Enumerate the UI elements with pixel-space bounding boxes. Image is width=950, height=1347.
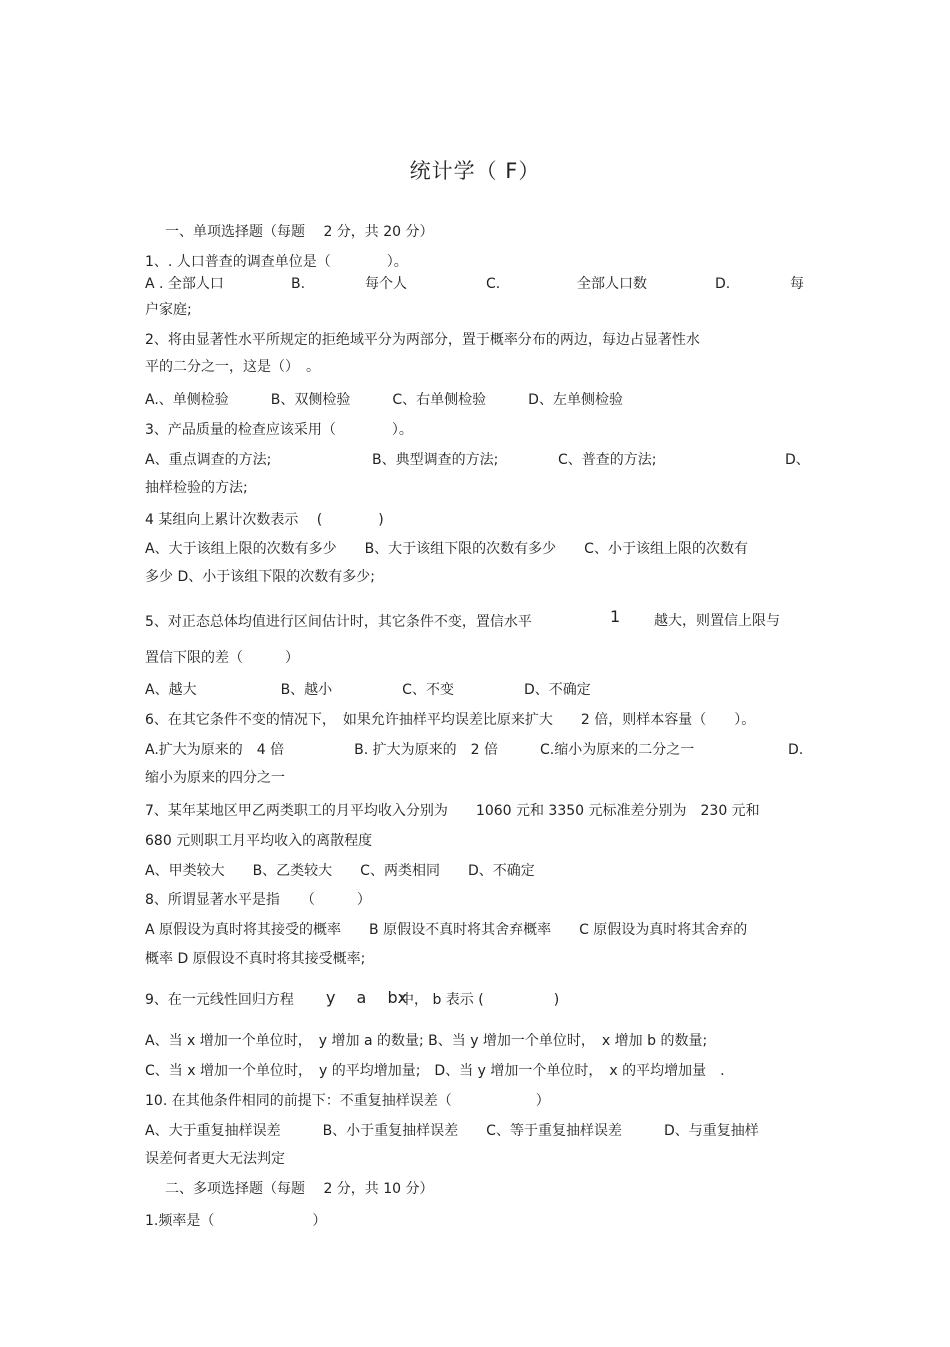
question-1-option-d-label: D.: [715, 276, 731, 292]
question-3-stem: 3、产品质量的检查应该采用（ ）。: [145, 422, 413, 438]
question-10-options-line2: 误差何者更大无法判定: [145, 1151, 285, 1167]
question-3-option-a: A、重点调查的方法;: [145, 452, 272, 468]
question-2-stem-line2: 平的二分之一，这是（） 。: [145, 359, 320, 375]
question-6-stem: 6、在其它条件不变的情况下， 如果允许抽样平均误差比原来扩大 2 倍，则样本容量（ ）。: [145, 712, 756, 728]
question-9-equation: y a bx: [326, 988, 408, 1007]
question-5-stem-right: 越大，则置信上限与: [654, 613, 780, 629]
question-3-option-d-wrap: 抽样检验的方法;: [145, 480, 248, 496]
question-7-stem-line1: 7、某年某地区甲乙两类职工的月平均收入分别为 1060 元和 3350 元标准差分别为 230 元和: [145, 803, 760, 819]
multi-question-1-stem: 1.频率是（ ）: [145, 1213, 327, 1229]
question-3-option-b: B、典型调查的方法;: [372, 452, 499, 468]
question-4-options-line1: A、大于该组上限的次数有多少 B、大于该组下限的次数有多少 C、小于该组上限的次数有: [145, 541, 748, 557]
section-heading-single-choice: 一、单项选择题（每题 2 分，共 20 分）: [165, 224, 434, 240]
question-1-option-a: A . 全部人口: [145, 276, 224, 292]
question-1-option-d-text: 每: [790, 276, 804, 292]
page-title: 统计学（ F）: [409, 159, 541, 183]
question-1-stem: 1、. 人口普查的调查单位是（ ）。: [145, 254, 408, 270]
question-8-options-line1: A 原假设为真时将其接受的概率 B 原假设不真时将其舍弃概率 C 原假设为真时将其舍弃的: [145, 922, 748, 938]
question-3-option-c: C、普查的方法;: [558, 452, 657, 468]
section-heading-multiple-choice: 二、多项选择题（每题 2 分，共 10 分）: [165, 1181, 434, 1197]
question-1-option-d-wrap: 户家庭;: [145, 302, 192, 318]
question-9-stem-right: 中， b 表示 ( ): [400, 992, 560, 1008]
question-8-stem: 8、所谓显著水平是指 （ ）: [145, 892, 371, 908]
question-2-options: A.、单侧检验 B、双侧检验 C、右单侧检验 D、左单侧检验: [145, 392, 623, 408]
question-10-options-line1: A、大于重复抽样误差 B、小于重复抽样误差 C、等于重复抽样误差 D、与重复抽样: [145, 1123, 759, 1139]
question-6-option-d-label: D.: [788, 742, 804, 758]
question-7-stem-line2: 680 元则职工月平均收入的离散程度: [145, 833, 373, 849]
question-1-option-b-text: 每个人: [365, 276, 407, 292]
question-9-options-line1: A、当 x 增加一个单位时， y 增加 a 的数量; B、当 y 增加一个单位时， x 增加 b 的数量;: [145, 1033, 708, 1049]
question-9-stem-left: 9、在一元线性回归方程: [145, 992, 294, 1008]
question-5-symbol: 1: [610, 607, 621, 626]
question-5-options: A、越大 B、越小 C、不变 D、不确定: [145, 682, 591, 698]
question-4-options-line2: 多少 D、小于该组下限的次数有多少;: [145, 569, 375, 585]
question-6-options: A.扩大为原来的 4 倍 B. 扩大为原来的 2 倍 C.缩小为原来的二分之一: [145, 742, 695, 758]
question-1-option-c-label: C.: [486, 276, 501, 292]
question-4-stem: 4 某组向上累计次数表示 ( ): [145, 512, 384, 528]
question-7-options: A、甲类较大 B、乙类较大 C、两类相同 D、不确定: [145, 863, 535, 879]
question-3-option-d-label: D、: [785, 452, 810, 468]
question-6-option-d-wrap: 缩小为原来的四分之一: [145, 770, 285, 786]
question-9-options-line2: C、当 x 增加一个单位时， y 的平均增加量; D、当 y 增加一个单位时， x 的平均增加量 .: [145, 1063, 725, 1079]
question-2-stem-line1: 2、将由显著性水平所规定的拒绝域平分为两部分，置于概率分布的两边，每边占显著性水: [145, 332, 700, 348]
question-5-stem-left: 5、对正态总体均值进行区间估计时，其它条件不变，置信水平: [145, 614, 532, 630]
question-8-options-line2: 概率 D 原假设不真时将其接受概率;: [145, 951, 366, 967]
question-1-option-c-text: 全部人口数: [577, 276, 647, 292]
question-1-option-b-label: B.: [291, 276, 306, 292]
question-5-stem-line2: 置信下限的差（ ）: [145, 650, 299, 666]
question-10-stem: 10. 在其他条件相同的前提下：不重复抽样误差（ ）: [145, 1093, 550, 1109]
